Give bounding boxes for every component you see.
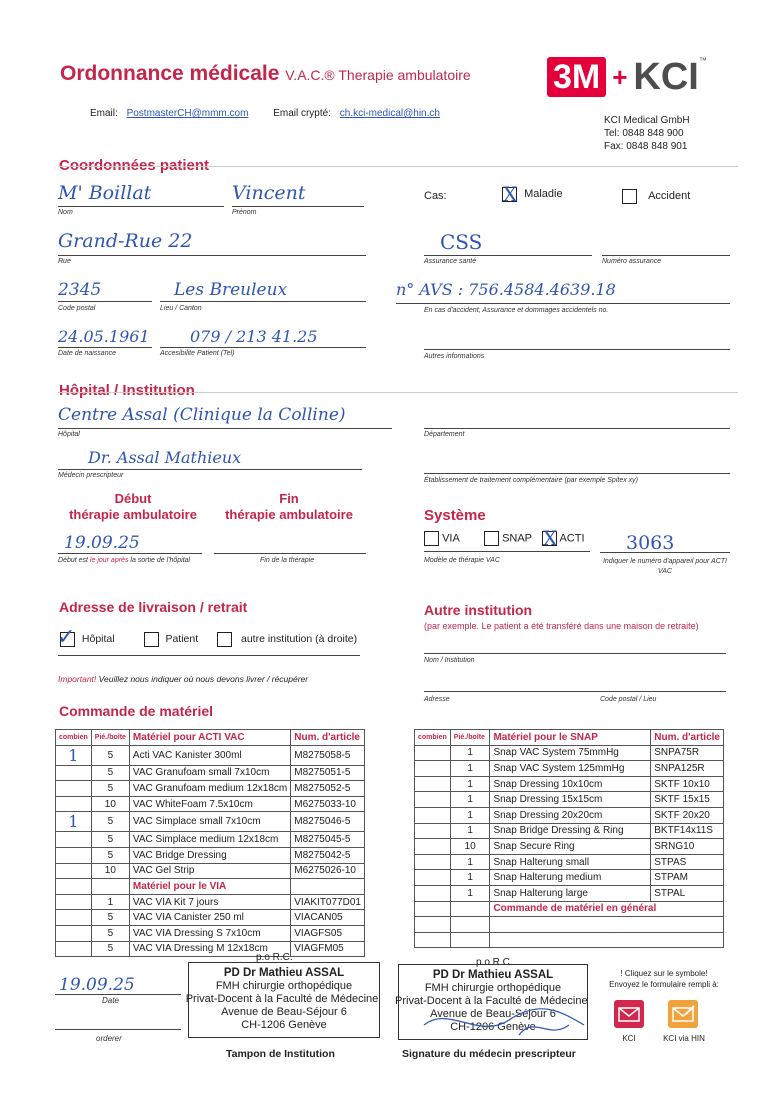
appareil-field[interactable]: 3063	[600, 532, 730, 553]
tel-field[interactable]: 079 / 213 41.25	[160, 327, 366, 348]
maladie-checkbox[interactable]: X	[503, 182, 518, 206]
table-row	[56, 847, 365, 863]
fin-title: Fin thérapie ambulatoire	[225, 491, 353, 522]
quantity-cell[interactable]	[56, 941, 92, 957]
acti-vac-table	[55, 729, 365, 957]
click-note: ! Cliquez sur le symbole! Envoyez le formulaire rempli à:	[609, 969, 719, 989]
per-box-cell: 1	[450, 807, 490, 823]
article-num-cell: M6275033-10	[291, 796, 365, 812]
quantity-cell[interactable]	[415, 870, 451, 886]
signature-stamp: PD Dr Mathieu ASSAL FMH chirurgie orthopédique Privat-Docent à la Faculté de Médecine Avenue de Beau-Séjour 6 CH-1206 Genève	[398, 964, 588, 1040]
table-row	[415, 807, 724, 823]
prenom-field[interactable]: Vincent	[232, 182, 364, 207]
article-num-cell: STPAS	[651, 854, 724, 870]
article-num-cell: M8275051-5	[291, 765, 365, 781]
per-box-cell: 1	[450, 870, 490, 886]
general-empty-row	[415, 932, 724, 948]
table-row	[415, 761, 724, 777]
via-header-row: Matériel pour le VIA	[56, 879, 365, 895]
signature-scribble	[419, 995, 589, 1041]
material-cell: VAC Gel Strip	[129, 863, 290, 879]
avs-field[interactable]: n° AVS : 756.4584.4639.18	[396, 280, 730, 304]
acti-rows	[56, 745, 365, 879]
per-box-cell: 5	[91, 765, 129, 781]
table-row	[415, 839, 724, 855]
hopital-checkbox[interactable]: ✓	[57, 625, 76, 650]
quantity-cell[interactable]	[415, 792, 451, 808]
article-num-cell: STPAL	[651, 885, 724, 901]
quantity-cell[interactable]	[415, 807, 451, 823]
quantity-cell[interactable]	[56, 925, 92, 941]
material-cell: Snap Halterung medium	[490, 870, 651, 886]
table-row	[415, 823, 724, 839]
per-box-cell: 5	[91, 847, 129, 863]
article-num-cell: VIAGFS05	[291, 925, 365, 941]
logo-3m-kci: 3M + KCI ™	[547, 56, 707, 98]
page-subtitle: V.A.C.® Therapie ambulatoire	[285, 67, 471, 83]
quantity-cell[interactable]	[56, 847, 92, 863]
per-box-cell: 1	[450, 885, 490, 901]
via-rows	[56, 894, 365, 956]
per-box-cell: 1	[450, 854, 490, 870]
article-num-cell: VIAGFM05	[291, 941, 365, 957]
quantity-cell[interactable]	[415, 885, 451, 901]
table-row	[56, 894, 365, 910]
table-row	[56, 745, 365, 765]
material-cell: VAC WhiteFoam 7.5x10cm	[129, 796, 290, 812]
quantity-cell[interactable]	[56, 765, 92, 781]
important-note: Important! Veuillez nous indiquer où nous devons livrer / récupérer	[58, 674, 309, 684]
per-box-cell: 10	[91, 863, 129, 879]
material-cell: Snap Dressing 20x20cm	[490, 807, 651, 823]
general-empty-row	[415, 917, 724, 933]
material-cell: Snap Halterung small	[490, 854, 651, 870]
per-box-cell: 5	[91, 781, 129, 797]
per-box-cell: 5	[91, 941, 129, 957]
medecin-field[interactable]: Dr. Assal Mathieux	[58, 448, 362, 470]
quantity-cell[interactable]: 1	[56, 812, 92, 832]
commande-section-title: Commande de matériel	[59, 703, 214, 719]
autre-institution-checkbox[interactable]	[217, 632, 232, 647]
article-num-cell: BKTF14x11S	[651, 823, 724, 839]
cp-field[interactable]: 2345	[58, 280, 152, 302]
accident-checkbox[interactable]	[622, 189, 637, 204]
quantity-cell[interactable]: 1	[56, 745, 92, 765]
table-row	[56, 910, 365, 926]
material-cell: Snap Bridge Dressing & Ring	[490, 823, 651, 839]
article-num-cell: STPAM	[651, 870, 724, 886]
material-cell: VAC Simplace medium 12x18cm	[129, 832, 290, 848]
material-cell: VAC VIA Canister 250 ml	[129, 910, 290, 926]
per-box-cell: 10	[450, 839, 490, 855]
table-row	[56, 863, 365, 879]
lieu-field[interactable]: Les Breuleux	[160, 280, 366, 302]
per-box-cell: 1	[450, 761, 490, 777]
email-link[interactable]: PostmasterCH@mmm.com	[126, 108, 249, 119]
quantity-cell[interactable]	[415, 839, 451, 855]
hopital-section-title: Hôpital / Institution	[59, 382, 195, 399]
system-acti[interactable]: X ACTI	[543, 526, 585, 550]
debut-field[interactable]: 19.09.25	[58, 533, 202, 554]
hopital-divider	[58, 392, 738, 393]
snap-rows	[415, 745, 724, 901]
quantity-cell[interactable]	[415, 854, 451, 870]
departement-field[interactable]	[424, 405, 730, 429]
patient-divider	[58, 166, 738, 167]
per-box-cell: 5	[91, 812, 129, 832]
article-num-cell: SNPA75R	[651, 745, 724, 761]
material-cell: Snap VAC System 125mmHg	[490, 761, 651, 777]
quantity-cell[interactable]	[415, 823, 451, 839]
nom-field[interactable]: M' Boillat	[58, 182, 224, 207]
table-row	[415, 792, 724, 808]
article-num-cell: VIACAN05	[291, 910, 365, 926]
article-num-cell: M8275052-5	[291, 781, 365, 797]
per-box-cell: 10	[91, 796, 129, 812]
autre-nom-field[interactable]	[424, 634, 726, 654]
article-num-cell: M6275026-10	[291, 863, 365, 879]
quantity-cell[interactable]	[56, 832, 92, 848]
institution-stamp: PD Dr Mathieu ASSAL FMH chirurgie orthopédique Privat-Docent à la Faculté de Médecine Avenue de Beau-Séjour 6 CH-1206 Genève	[188, 962, 380, 1038]
article-num-cell: M8275046-5	[291, 812, 365, 832]
email-row: Email: PostmasterCH@mmm.com Email crypté: ch.kci-medical@hin.ch	[90, 108, 440, 119]
material-cell: VAC Granufoam medium 12x18cm	[129, 781, 290, 797]
per-box-cell: 1	[450, 792, 490, 808]
snap-checkbox[interactable]	[484, 531, 499, 546]
autres-field[interactable]	[424, 328, 730, 350]
quantity-cell[interactable]	[56, 894, 92, 910]
per-box-cell: 5	[91, 910, 129, 926]
assurance-field[interactable]: CSS	[424, 230, 592, 256]
crypt-email-link[interactable]: ch.kci-medical@hin.ch	[339, 108, 440, 119]
material-cell: VAC Bridge Dressing	[129, 847, 290, 863]
per-box-cell: 5	[91, 745, 129, 765]
system-via[interactable]: VIA	[424, 531, 460, 546]
quantity-cell[interactable]	[415, 761, 451, 777]
material-cell: Snap VAC System 75mmHg	[490, 745, 651, 761]
quantity-cell[interactable]	[415, 745, 451, 761]
quantity-cell[interactable]	[415, 776, 451, 792]
material-cell: Snap Secure Ring	[490, 839, 651, 855]
material-cell: VAC Granufoam small 7x10cm	[129, 765, 290, 781]
patient-section-title: Coordonnées patient	[59, 157, 210, 174]
article-num-cell: SKTF 15x15	[651, 792, 724, 808]
porc-right: p.o R.C.	[476, 957, 513, 968]
material-cell: VAC VIA Kit 7 jours	[129, 894, 290, 910]
porc-left: p.o R.C.	[256, 952, 293, 963]
article-num-cell: VIAKIT077D01	[291, 894, 365, 910]
table-row	[415, 745, 724, 761]
modele-line	[424, 550, 590, 552]
via-checkbox[interactable]	[424, 531, 439, 546]
quantity-cell[interactable]	[56, 781, 92, 797]
hopital-field[interactable]: Centre Assal (Clinique la Colline)	[58, 405, 392, 429]
date-field[interactable]: 19.09.25	[55, 975, 181, 995]
table-row	[415, 885, 724, 901]
table-row	[56, 812, 365, 832]
naissance-field[interactable]: 24.05.1961	[58, 327, 152, 348]
material-cell: Snap Dressing 15x15cm	[490, 792, 651, 808]
article-num-cell: SRNG10	[651, 839, 724, 855]
rue-field[interactable]: Grand-Rue 22	[58, 230, 366, 256]
article-num-cell: SKTF 20x20	[651, 807, 724, 823]
autre-institution-title: Autre institution	[424, 602, 533, 618]
acti-checkbox[interactable]: X	[543, 526, 558, 550]
general-row: Commande de matériel en général	[415, 901, 724, 917]
article-num-cell: SNPA125R	[651, 761, 724, 777]
table-row	[415, 870, 724, 886]
orderer-field[interactable]	[55, 1012, 181, 1030]
material-cell: Snap Halterung large	[490, 885, 651, 901]
acti-header-row: combien Pié./boîte Matériel pour ACTI VAC Num. d'article	[56, 730, 365, 746]
per-box-cell: 5	[91, 832, 129, 848]
per-box-cell: 1	[450, 745, 490, 761]
cas-maladie[interactable]: X Maladie	[503, 182, 563, 206]
quantity-cell[interactable]	[56, 910, 92, 926]
per-box-cell: 1	[450, 823, 490, 839]
snap-header-row: combien Pié./boîte Matériel pour le SNAP Num. d'article	[415, 730, 724, 746]
article-num-cell: M8275045-5	[291, 832, 365, 848]
kci-hin-mail-icon[interactable]	[668, 1000, 698, 1028]
patient-checkbox[interactable]	[144, 632, 159, 647]
material-cell: VAC VIA Dressing M 12x18cm	[129, 941, 290, 957]
livraison-section-title: Adresse de livraison / retrait	[59, 599, 248, 615]
table-row	[56, 832, 365, 848]
per-box-cell: 1	[91, 894, 129, 910]
table-row	[415, 776, 724, 792]
cas-accident[interactable]: Accident	[622, 189, 690, 204]
article-num-cell: M8275058-5	[291, 745, 365, 765]
table-row	[56, 925, 365, 941]
fin-field[interactable]	[214, 533, 366, 554]
page-title: Ordonnance médicale V.A.C.® Therapie ambulatoire	[60, 62, 471, 85]
material-cell: VAC Simplace small 7x10cm	[129, 812, 290, 832]
quantity-cell[interactable]	[56, 796, 92, 812]
autre-adresse-field[interactable]	[424, 672, 726, 692]
debut-title: Début thérapie ambulatoire	[69, 491, 197, 522]
material-cell: Snap Dressing 10x10cm	[490, 776, 651, 792]
quantity-cell[interactable]	[56, 863, 92, 879]
table-row	[56, 941, 365, 957]
article-num-cell: SKTF 10x10	[651, 776, 724, 792]
snap-table	[414, 729, 724, 948]
company-info: KCI Medical GmbH Tel: 0848 848 900 Fax: 0848 848 901	[604, 115, 690, 152]
article-num-cell: M8275042-5	[291, 847, 365, 863]
etablissement-field[interactable]	[424, 450, 730, 474]
kci-mail-icon[interactable]	[614, 1000, 644, 1028]
system-snap[interactable]: SNAP	[484, 531, 532, 546]
material-cell: VAC VIA Dressing S 7x10cm	[129, 925, 290, 941]
per-box-cell: 1	[450, 776, 490, 792]
livraison-options: ✓ Hôpital Patient autre institution (à droite)	[58, 632, 360, 656]
material-cell: Acti VAC Kanister 300ml	[129, 745, 290, 765]
num-assurance-field[interactable]	[602, 230, 730, 256]
table-row	[415, 854, 724, 870]
table-row	[56, 796, 365, 812]
per-box-cell: 5	[91, 925, 129, 941]
table-row	[56, 781, 365, 797]
systeme-title: Système	[424, 507, 486, 524]
table-row	[56, 765, 365, 781]
